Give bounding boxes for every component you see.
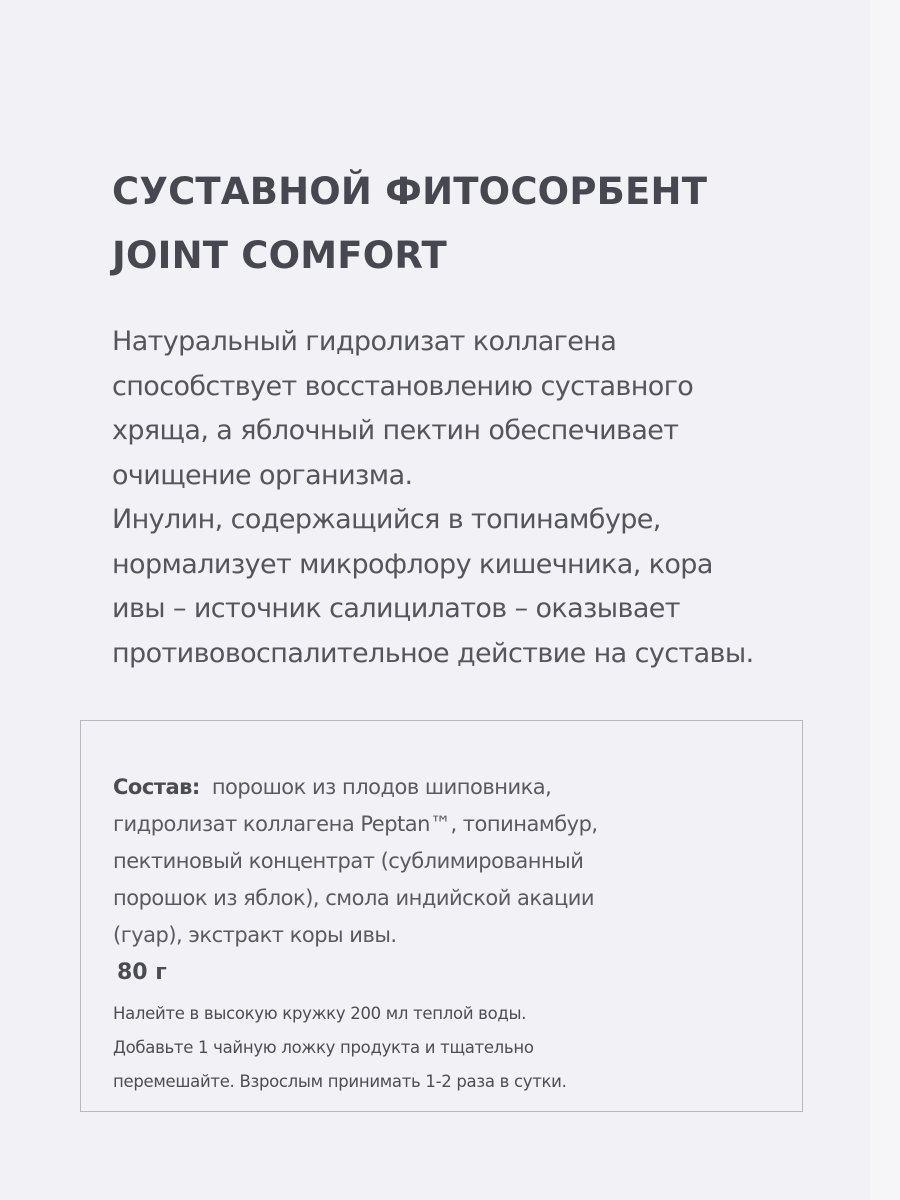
description-line: Инулин, содержащийся в топинамбуре,	[112, 504, 661, 535]
instruction-line: Налейте в высокую кружку 200 мл теплой воды.	[113, 1004, 527, 1023]
page-edge-strip	[870, 0, 900, 1200]
description-line: Натуральный гидролизат коллагена	[112, 326, 617, 357]
composition-line: гидролизат коллагена Peptan™, топинамбур,	[113, 812, 598, 836]
description-line: хряща, а яблочный пектин обеспечивает	[112, 415, 679, 446]
product-title-line-2: JOINT COMFORT	[112, 234, 447, 277]
composition-first-line	[113, 769, 793, 806]
composition-line: порошок из плодов шиповника,	[211, 775, 552, 799]
product-title-line-1: СУСТАВНОЙ ФИТОСОРБЕНТ	[112, 170, 708, 213]
instruction-line: перемешайте. Взрослым принимать 1-2 раза в сутки.	[113, 1072, 567, 1091]
composition-line: пектиновый концентрат (сублимированный	[113, 849, 584, 873]
composition-line: порошок из яблок), смола индийской акации	[113, 886, 595, 910]
net-weight: 80 г	[117, 960, 167, 985]
usage-instructions	[113, 997, 793, 1099]
composition-box	[80, 720, 803, 1112]
composition-line: (гуар), экстракт коры ивы.	[113, 923, 397, 947]
description-line: нормализует микрофлору кишечника, кора	[112, 548, 713, 580]
description-line: способствует восстановлению суставного	[112, 370, 694, 402]
product-description	[112, 320, 872, 676]
product-title	[112, 160, 832, 288]
composition-label: Состав:	[113, 775, 200, 799]
description-line: ивы – источник салицилатов – оказывает	[112, 593, 680, 624]
composition-text	[113, 769, 793, 954]
description-line: противовоспалительное действие на суставы.	[112, 637, 754, 669]
instruction-line: Добавьте 1 чайную ложку продукта и тщательно	[113, 1038, 534, 1057]
description-line: очищение организма.	[112, 459, 413, 491]
